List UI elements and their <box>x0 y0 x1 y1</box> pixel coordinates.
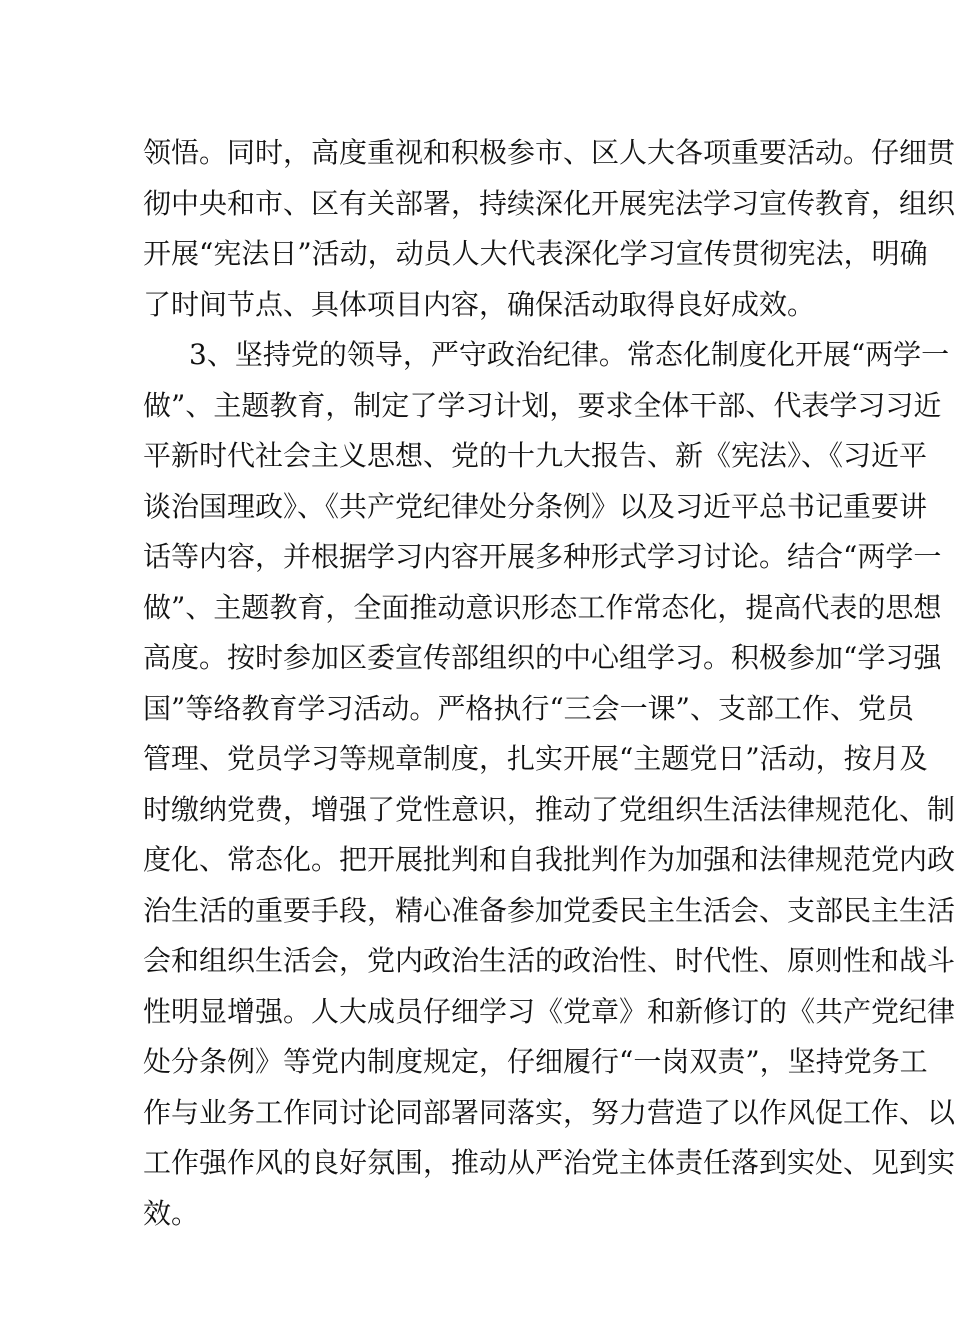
paragraph-1 <box>143 128 955 330</box>
text-line: 做”、主题教育，制定了学习计划，要求全体干部、代表学习习近 <box>143 388 942 422</box>
paragraph-2 <box>143 330 955 1239</box>
text-line: 度化、常态化。把开展批判和自我批判作为加强和法律规范党内政 <box>143 843 955 876</box>
text-line: 领悟。同时，高度重视和积极参市、区人大各项重要活动。仔细贯 <box>143 136 955 169</box>
document-body <box>143 128 955 1239</box>
text-line: 治生活的重要手段，精心准备参加党委民主生活会、支部民主生活 <box>143 893 955 927</box>
text-line: 国”等络教育学习活动。严格执行“三会一课”、支部工作、党员 <box>143 691 914 725</box>
text-line: 彻中央和市、区有关部署，持续深化开展宪法学习宣传教育，组织 <box>143 186 955 220</box>
text-line: 话等内容，并根据学习内容开展多种形式学习讨论。结合“两学一 <box>143 540 942 573</box>
text-line: 了时间节点、具体项目内容，确保活动取得良好成效。 <box>143 287 816 321</box>
text-line: 作与业务工作同讨论同部署同落实，努力营造了以作风促工作、以 <box>143 1095 955 1129</box>
text-line: 管理、党员学习等规章制度，扎实开展“主题党日”活动，按月及 <box>143 742 928 775</box>
text-line: 性明显增强。人大成员仔细学习《党章》和新修订的《共产党纪律 <box>143 994 955 1028</box>
text-line: 会和组织生活会，党内政治生活的政治性、时代性、原则性和战斗 <box>143 944 955 977</box>
text-line: 处分条例》等党内制度规定，仔细履行“一岗双责”，坚持党务工 <box>143 1045 928 1078</box>
text-line: 谈治国理政》、《共产党纪律处分条例》以及习近平总书记重要讲 <box>143 489 928 523</box>
text-line: 工作强作风的良好氛围，推动从严治党主体责任落到实处、见到实 <box>143 1146 955 1179</box>
text-line: 时缴纳党费，增强了党性意识，推动了党组织生活法律规范化、制 <box>143 792 955 826</box>
text-line: 平新时代社会主义思想、党的十九大报告、新《宪法》、《习近平 <box>143 439 928 472</box>
text-line: 高度。按时参加区委宣传部组织的中心组学习。积极参加“学习强 <box>143 641 942 674</box>
text-line: 3、坚持党的领导，严守政治纪律。常态化制度化开展“两学一 <box>189 338 950 371</box>
text-line: 做”、主题教育，全面推动意识形态工作常态化，提高代表的思想 <box>143 590 942 624</box>
text-line: 效。 <box>143 1196 200 1230</box>
text-line: 开展“宪法日”活动，动员人大代表深化学习宣传贯彻宪法，明确 <box>143 237 928 270</box>
